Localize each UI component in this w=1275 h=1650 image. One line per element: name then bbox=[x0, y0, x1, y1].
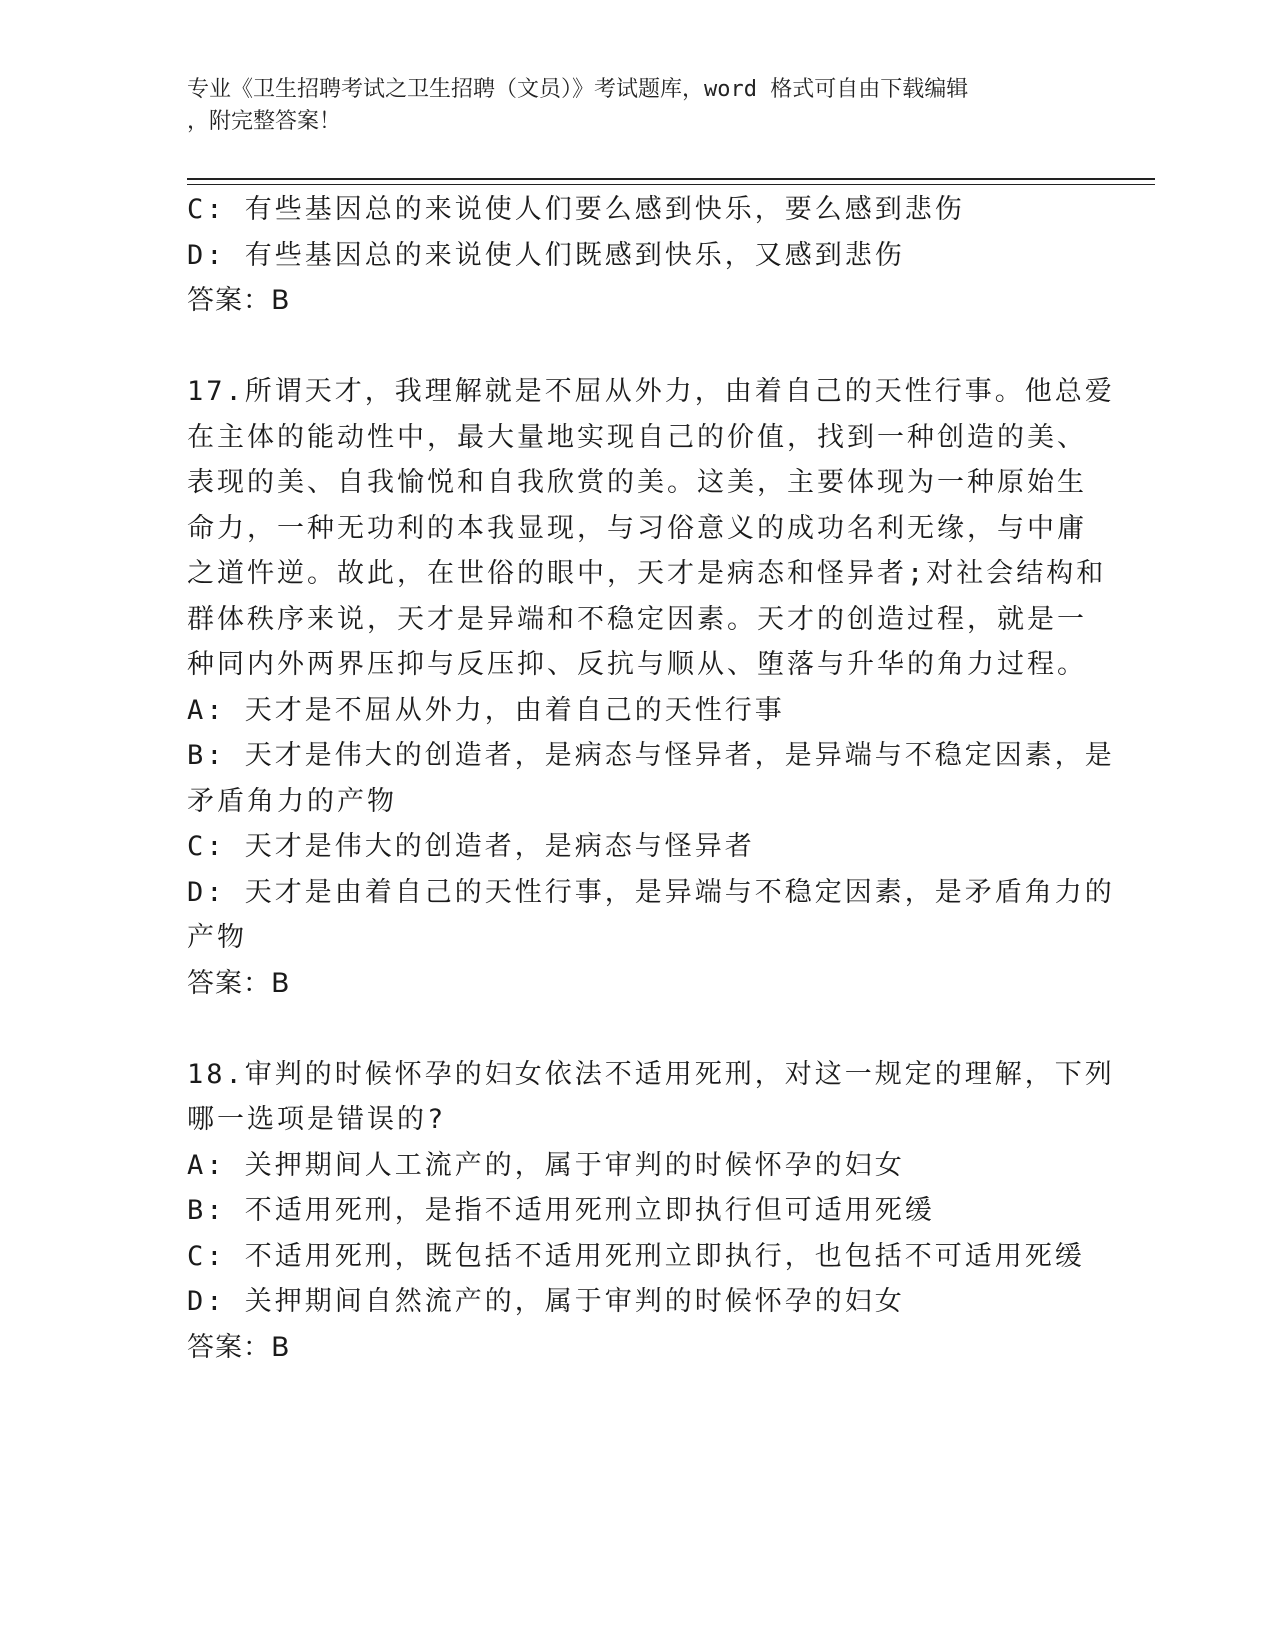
q18-answer: 答案：B bbox=[187, 1331, 291, 1363]
q17-stem-line-1: 17.所谓天才，我理解就是不屈从外力，由着自己的天性行事。他总爱 bbox=[187, 376, 1115, 407]
q16-option-c: C: 有些基因总的来说使人们要么感到快乐，要么感到悲伤 bbox=[187, 194, 965, 225]
spacer bbox=[187, 324, 1087, 370]
q17-option-d-line-2: 产物 bbox=[187, 922, 247, 953]
q17-option-d-line-1: D: 天才是由着自己的天性行事，是异端与不稳定因素，是矛盾角力的 bbox=[187, 876, 1115, 908]
header-line-2: ，附完整答案！ bbox=[187, 109, 342, 134]
q17-stem-line-5: 之道忤逆。故此，在世俗的眼中，天才是病态和怪异者;对社会结构和 bbox=[187, 558, 1107, 589]
header-divider-thick bbox=[187, 178, 1155, 180]
q18-option-a: A: 关押期间人工流产的，属于审判的时候怀孕的妇女 bbox=[187, 1149, 905, 1181]
q17-stem-line-7: 种同内外两界压抑与反压抑、反抗与顺从、堕落与升华的角力过程。 bbox=[187, 649, 1087, 680]
q18-stem-line-2: 哪一选项是错误的? bbox=[187, 1104, 447, 1135]
spacer bbox=[187, 1006, 1087, 1052]
q17-stem-line-4: 命力，一种无功利的本我显现，与习俗意义的成功名利无缘，与中庸 bbox=[187, 512, 1087, 544]
q18-stem-line-1: 18.审判的时候怀孕的妇女依法不适用死刑，对这一规定的理解，下列 bbox=[187, 1058, 1115, 1090]
q17-option-c: C: 天才是伟大的创造者，是病态与怪异者 bbox=[187, 831, 755, 862]
q18-option-b: B: 不适用死刑，是指不适用死刑立即执行但可适用死缓 bbox=[187, 1195, 935, 1226]
document-body bbox=[187, 187, 1115, 1370]
question-18 bbox=[187, 1052, 1115, 1371]
q17-answer: 答案：B bbox=[187, 967, 291, 999]
header-line-1: 专业《卫生招聘考试之卫生招聘（文员）》考试题库，word 格式可自由下载编辑 bbox=[187, 77, 969, 102]
question-17 bbox=[187, 369, 1115, 1006]
q17-stem-line-6: 群体秩序来说，天才是异端和不稳定因素。天才的创造过程，就是一 bbox=[187, 603, 1087, 635]
q18-option-d: D: 关押期间自然流产的，属于审判的时候怀孕的妇女 bbox=[187, 1286, 905, 1317]
q17-option-b-line-1: B: 天才是伟大的创造者，是病态与怪异者，是异端与不稳定因素，是 bbox=[187, 740, 1115, 771]
q17-stem-line-3: 表现的美、自我愉悦和自我欣赏的美。这美，主要体现为一种原始生 bbox=[187, 467, 1087, 498]
q16-option-d: D: 有些基因总的来说使人们既感到快乐，又感到悲伤 bbox=[187, 239, 905, 271]
header-divider-thin bbox=[187, 184, 1155, 185]
q16-answer: 答案：B bbox=[187, 285, 291, 316]
document-header bbox=[187, 74, 1087, 138]
question-16-tail bbox=[187, 187, 1087, 324]
q17-option-b-line-2: 矛盾角力的产物 bbox=[187, 785, 397, 817]
q18-option-c: C: 不适用死刑，既包括不适用死刑立即执行，也包括不可适用死缓 bbox=[187, 1240, 1085, 1272]
q17-stem-line-2: 在主体的能动性中，最大量地实现自己的价值，找到一种创造的美、 bbox=[187, 421, 1087, 453]
q17-option-a: A: 天才是不屈从外力，由着自己的天性行事 bbox=[187, 694, 785, 726]
